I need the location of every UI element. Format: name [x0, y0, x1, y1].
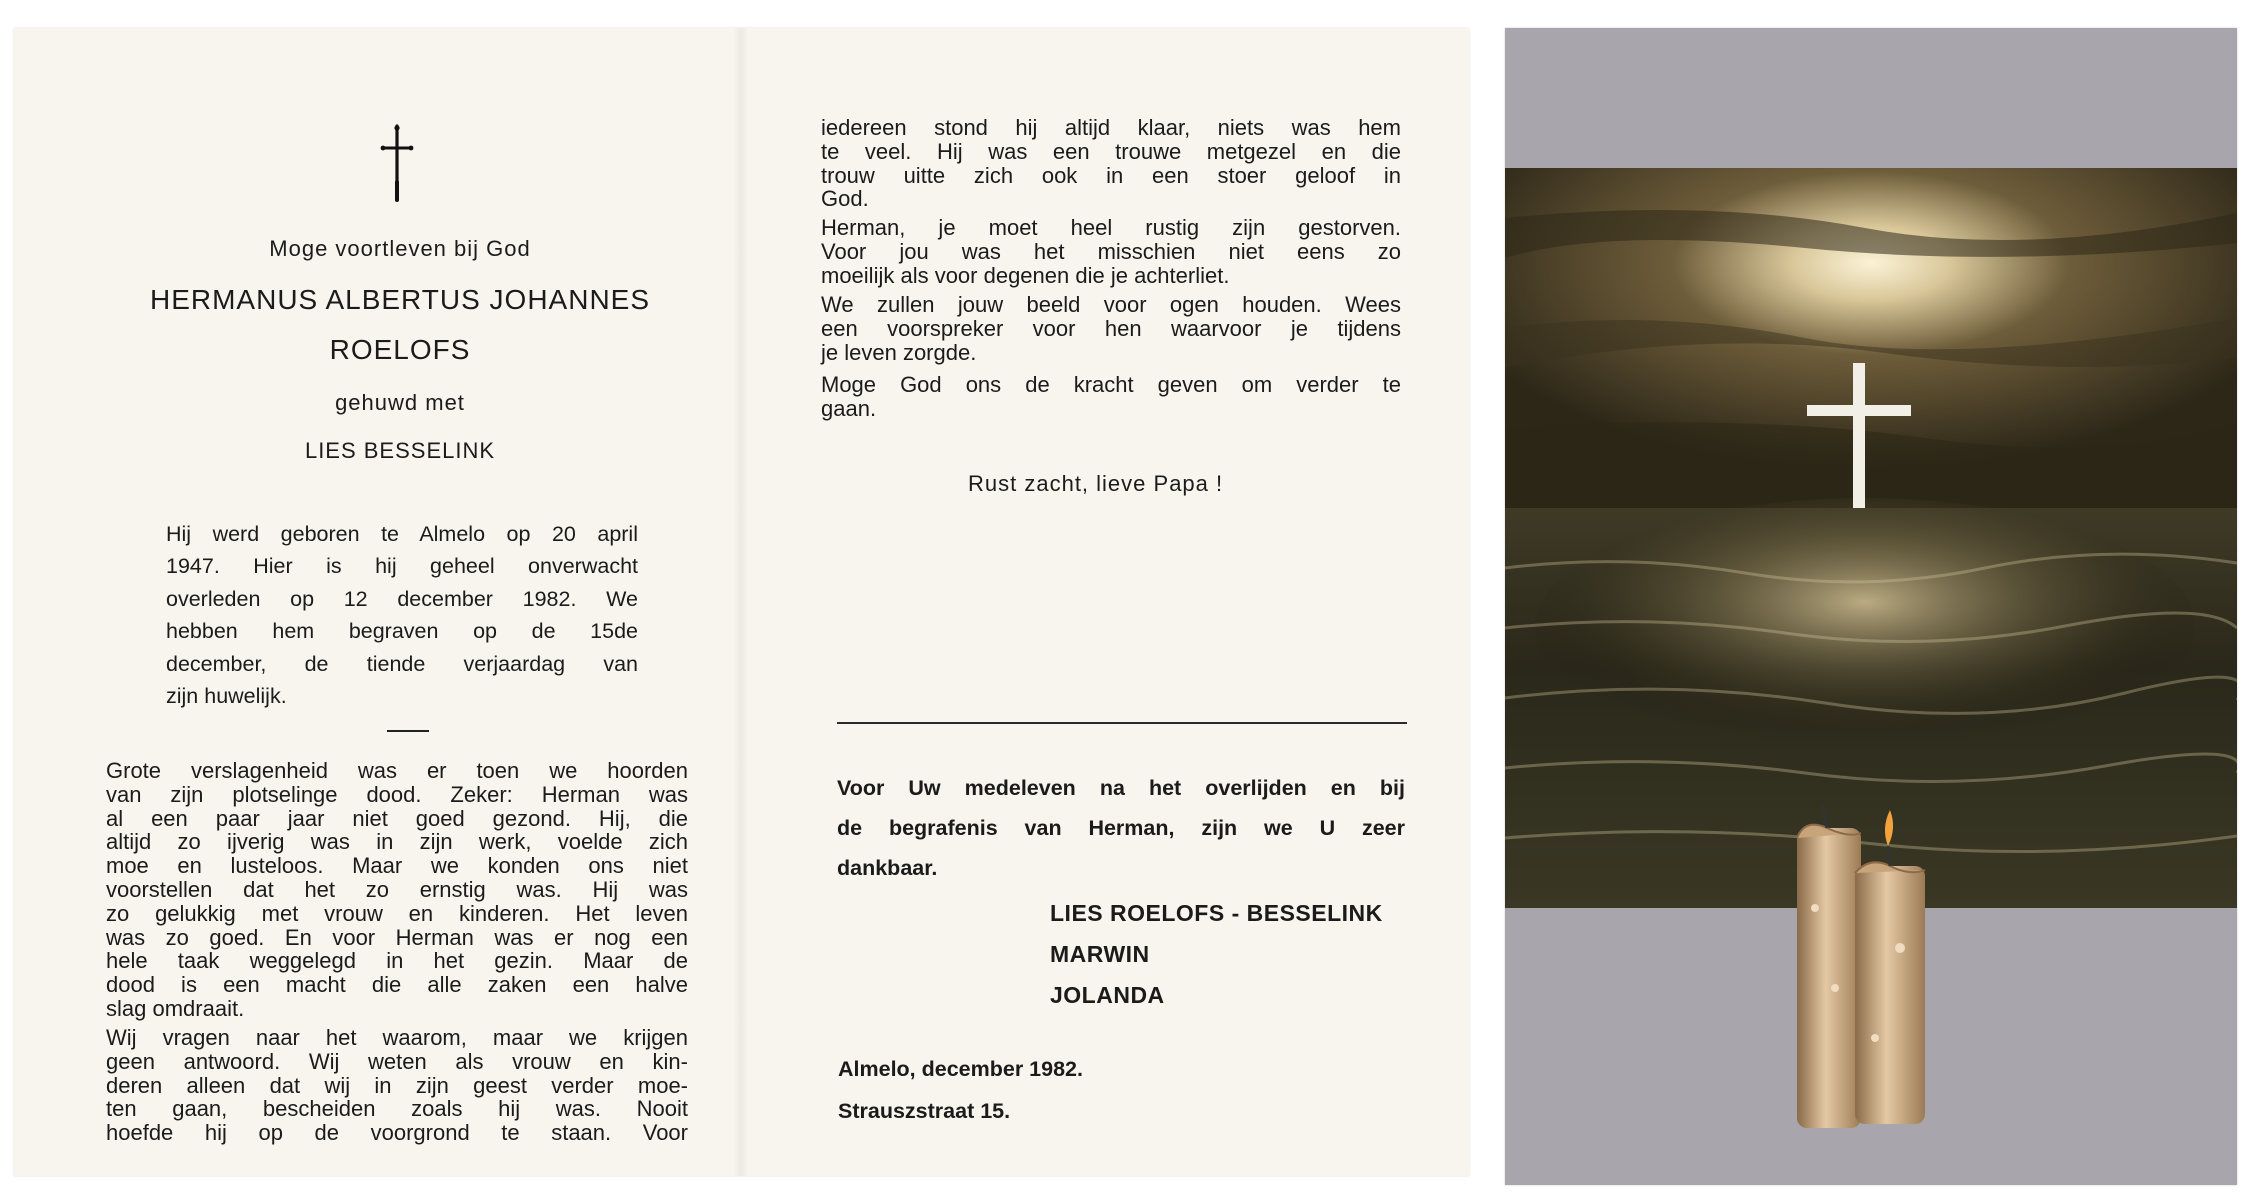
- text-line: We zullen jouw beeld voor ogen houden. Wees: [821, 292, 1401, 317]
- text-line: van zijn plotselinge dood. Zeker: Herman was: [106, 781, 688, 807]
- text-line: een voorspreker voor hen waarvoor je tijdens: [821, 315, 1401, 341]
- text-line: moe en lusteloos. Maar we konden ons niet: [106, 853, 688, 879]
- bio-line: Hij werd geboren te Almelo op 20 april: [166, 522, 638, 546]
- thanks-line: de begrafenis van Herman, zijn we U zeer: [837, 816, 1405, 840]
- deceased-name-line1: HERMANUS ALBERTUS JOHANNES: [149, 284, 651, 315]
- latin-cross-icon: [377, 122, 417, 202]
- biography: [166, 518, 638, 712]
- spouse-name: LIES BESSELINK: [304, 438, 496, 463]
- place-date: Almelo, december 1982.: [838, 1057, 1083, 1081]
- signatures: [1050, 893, 1383, 1016]
- bio-line: 1947. Hier is hij geheel onverwacht: [166, 554, 638, 579]
- card-fold: [734, 28, 748, 1176]
- thanks-line: Voor Uw medeleven na het overlijden en bij: [837, 776, 1405, 800]
- right-paragraph-1: [821, 116, 1401, 211]
- text-line: moeilijk als voor degenen die je achterliet.: [821, 262, 1230, 288]
- text-line: hoefde hij op de voorgrond te staan. Voor: [106, 1120, 688, 1146]
- thanks-paragraph: [837, 768, 1405, 888]
- text-line: God.: [821, 186, 869, 212]
- sunset-sea-photo: [1505, 28, 2237, 1185]
- bio-line: hebben hem begraven op de 15de: [166, 619, 638, 644]
- signature-name: MARWIN: [1050, 941, 1150, 967]
- text-line: gaan.: [821, 395, 877, 421]
- text-line: voorstellen dat het zo ernstig was. Hij was: [106, 876, 688, 902]
- right-paragraph-3: [821, 293, 1401, 364]
- left-paragraph-2: [106, 1026, 688, 1145]
- memorial-card-front: [1505, 28, 2237, 1185]
- text-line: was zo goed. En voor Herman was er nog een: [106, 924, 688, 950]
- text-line: geen antwoord. Wij weten als vrouw en kin-: [106, 1048, 688, 1074]
- text-line: trouw uitte zich ook in een stoer geloof in: [821, 162, 1401, 188]
- signature-name: LIES ROELOFS - BESSELINK: [1050, 900, 1383, 926]
- text-line: je leven zorgde.: [821, 339, 977, 365]
- bio-line: december, de tiende verjaardag van: [166, 651, 638, 676]
- text-line: Wij vragen naar het waarom, maar we krijgen: [106, 1025, 688, 1050]
- right-paragraph-4: [821, 373, 1401, 421]
- text-line: zo gelukkig met vrouw en kinderen. Het leven: [106, 900, 688, 926]
- text-line: Herman, je moet heel rustig zijn gestorven.: [821, 215, 1401, 240]
- intro-text: Moge voortleven bij God: [269, 236, 531, 261]
- married-text: gehuwd met: [335, 390, 465, 415]
- text-line: Moge God ons de kracht geven om verder te: [821, 372, 1401, 397]
- text-line: deren alleen dat wij in zijn geest verder moe-: [106, 1072, 688, 1098]
- right-paragraph-2: [821, 216, 1401, 287]
- bio-line: zijn huwelijk.: [166, 683, 287, 708]
- place-and-address: [838, 1048, 1083, 1132]
- thanks-line: dankbaar.: [837, 856, 938, 880]
- closing-text: Rust zacht, lieve Papa !: [968, 471, 1224, 496]
- deceased-name-line2: ROELOFS: [329, 334, 471, 365]
- text-line: dood is een macht die alle zaken een halve: [106, 972, 688, 998]
- text-line: Voor jou was het misschien niet eens zo: [821, 238, 1401, 264]
- text-line: altijd zo ijverig was in zijn werk, voelde zich: [106, 829, 688, 855]
- text-line: Grote verslagenheid was er toen we hoorden: [106, 758, 688, 783]
- divider-dash: [387, 730, 429, 732]
- bio-line: overleden op 12 december 1982. We: [166, 586, 638, 611]
- text-line: te veel. Hij was een trouwe metgezel en die: [821, 138, 1401, 164]
- text-line: hele taak weggelegd in het gezin. Maar de: [106, 948, 688, 974]
- signature-name: JOLANDA: [1050, 982, 1165, 1008]
- text-line: al een paar jaar niet goed gezond. Hij, die: [106, 805, 688, 831]
- left-paragraph-1: [106, 759, 688, 1021]
- divider-rule: [837, 722, 1407, 724]
- text-line: slag omdraait.: [106, 995, 245, 1021]
- text-line: ten gaan, bescheiden zoals hij was. Nooit: [106, 1096, 688, 1122]
- text-line: iedereen stond hij altijd klaar, niets was hem: [821, 115, 1401, 140]
- address: Strauszstraat 15.: [838, 1099, 1011, 1123]
- memorial-card-inside: [14, 28, 1469, 1176]
